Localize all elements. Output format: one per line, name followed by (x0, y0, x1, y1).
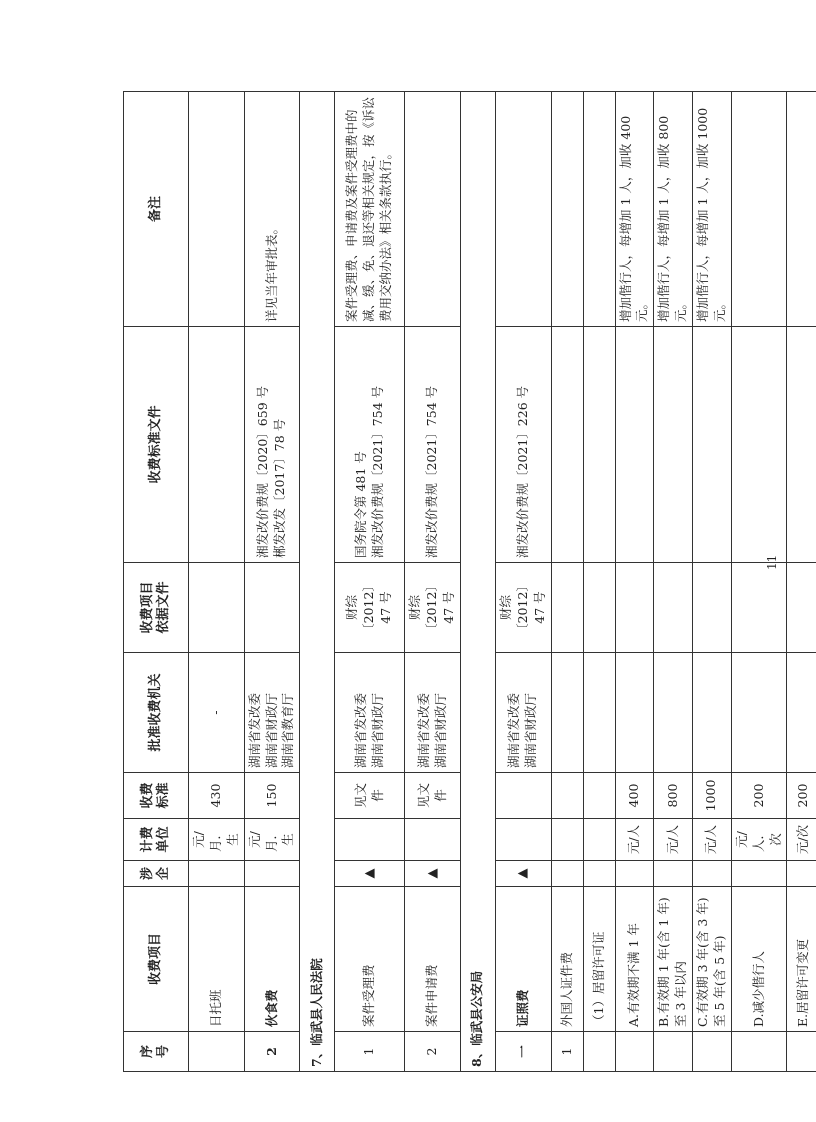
standard-cell: 150 (244, 773, 300, 819)
section-row (460, 92, 495, 1072)
table-row (787, 92, 816, 1072)
unit-cell: 元/月． 生 (189, 819, 245, 861)
remarks-cell: 详见当年审批表。 (244, 92, 300, 327)
section-title: 7、临武县人民法院 (300, 92, 335, 1072)
triangle-icon: ▲ (495, 861, 551, 887)
remarks-cell: 增加偕行人，每增加 1 人，加收 800 元。 (654, 92, 693, 327)
basis-doc-cell: 财综〔2012〕 47 号 (405, 563, 461, 653)
triangle-icon: ▲ (405, 861, 461, 887)
seq-cell: 一 (495, 1032, 551, 1072)
unit-cell: 元/月． 生 (244, 819, 300, 861)
unit-cell: 元/次 (787, 819, 816, 861)
table-row (693, 92, 732, 1072)
item-cell: 日托班 (189, 887, 245, 1032)
approver-cell: - (189, 653, 245, 773)
table-row (731, 92, 787, 1072)
standard-cell: 200 (731, 773, 787, 819)
standard-cell: 800 (654, 773, 693, 819)
item-cell: C.有效期 3 年(含 3 年)至 5 年(含 5 年) (693, 887, 732, 1032)
header-item: 收费项目 (124, 887, 189, 1032)
table-row (615, 92, 654, 1072)
basis-doc-cell: 财综〔2012〕 47 号 (335, 563, 405, 653)
item-cell: 外国人证件费 (551, 887, 583, 1032)
table-row (495, 92, 551, 1072)
approver-cell: 湖南省发改委 湖南省财政厅 (495, 653, 551, 773)
header-unit: 计费 单位 (124, 819, 189, 861)
header-row (124, 92, 189, 1072)
table-row (654, 92, 693, 1072)
standard-cell: 见文件 (405, 773, 461, 819)
section-row (300, 92, 335, 1072)
standard-doc-cell: 国务院令第 481 号 湘发改价费规〔2021〕754 号 (335, 327, 405, 563)
header-remarks: 备注 (124, 92, 189, 327)
header-standard: 收费 标准 (124, 773, 189, 819)
table-row (405, 92, 461, 1072)
standard-cell: 200 (787, 773, 816, 819)
item-cell: B.有效期 1 年(含 1 年)至 3 年以内 (654, 887, 693, 1032)
seq-cell: 2 (405, 1032, 461, 1072)
standard-cell: 400 (615, 773, 654, 819)
page-number: 11 (765, 554, 779, 570)
header-approver: 批准收费机关 (124, 653, 189, 773)
table-row (189, 92, 245, 1072)
remarks-cell: 增加偕行人，每增加 1 人，加收 400 元。 (615, 92, 654, 327)
remarks-cell: 案件受理费、申请费及案件受理费中的减、缓、免、退还等相关规定，按《诉讼费用交纳办法》相关条款执行。 (335, 92, 405, 327)
fee-table (123, 91, 816, 1072)
item-cell: 证照费 (495, 887, 551, 1032)
approver-cell: 湖南省发改委 湖南省财政厅 (405, 653, 461, 773)
item-cell: A.有效期不满 1 年 (615, 887, 654, 1032)
item-cell: 伙食费 (244, 887, 300, 1032)
header-standard-doc: 收费标准文件 (124, 327, 189, 563)
unit-cell: 元/人 (615, 819, 654, 861)
remarks-cell: 增加偕行人，每增加 1 人，加收 1000 元。 (693, 92, 732, 327)
section-title: 8、临武县公安局 (460, 92, 495, 1072)
item-cell: E.居留许可变更 (787, 887, 816, 1032)
standard-doc-cell: 湘发改价费规〔2020〕659 号 郴发改发〔2017〕78 号 (244, 327, 300, 563)
unit-cell: 元/人 (654, 819, 693, 861)
header-involves-enterprise: 涉 企 (124, 861, 189, 887)
seq-cell: 1 (335, 1032, 405, 1072)
standard-cell: 1000 (693, 773, 732, 819)
seq-cell: 1 (551, 1032, 583, 1072)
basis-doc-cell: 财综〔2012〕 47 号 (495, 563, 551, 653)
approver-cell: 湖南省发改委 湖南省财政厅 (335, 653, 405, 773)
table-row (244, 92, 300, 1072)
item-cell: 案件申请费 (405, 887, 461, 1032)
header-basis-doc: 收费项目 依据文件 (124, 563, 189, 653)
unit-cell: 元/人 (693, 819, 732, 861)
item-cell: D.减少偕行人 (731, 887, 787, 1032)
table-row (583, 92, 615, 1072)
item-cell: （1）居留许可证 (583, 887, 615, 1032)
standard-doc-cell: 湘发改价费规〔2021〕754 号 (405, 327, 461, 563)
table-row (551, 92, 583, 1072)
triangle-icon: ▲ (335, 861, 405, 887)
approver-cell: 湖南省发改委 湖南省财政厅 湖南省教育厅 (244, 653, 300, 773)
header-seq: 序 号 (124, 1032, 189, 1072)
item-cell: 案件受理费 (335, 887, 405, 1032)
standard-cell: 430 (189, 773, 245, 819)
standard-doc-cell: 湘发改价费规〔2021〕226 号 (495, 327, 551, 563)
standard-cell: 见文件 (335, 773, 405, 819)
seq-cell: 2 (244, 1032, 300, 1072)
unit-cell: 元/人． 次 (731, 819, 787, 861)
table-row (335, 92, 405, 1072)
